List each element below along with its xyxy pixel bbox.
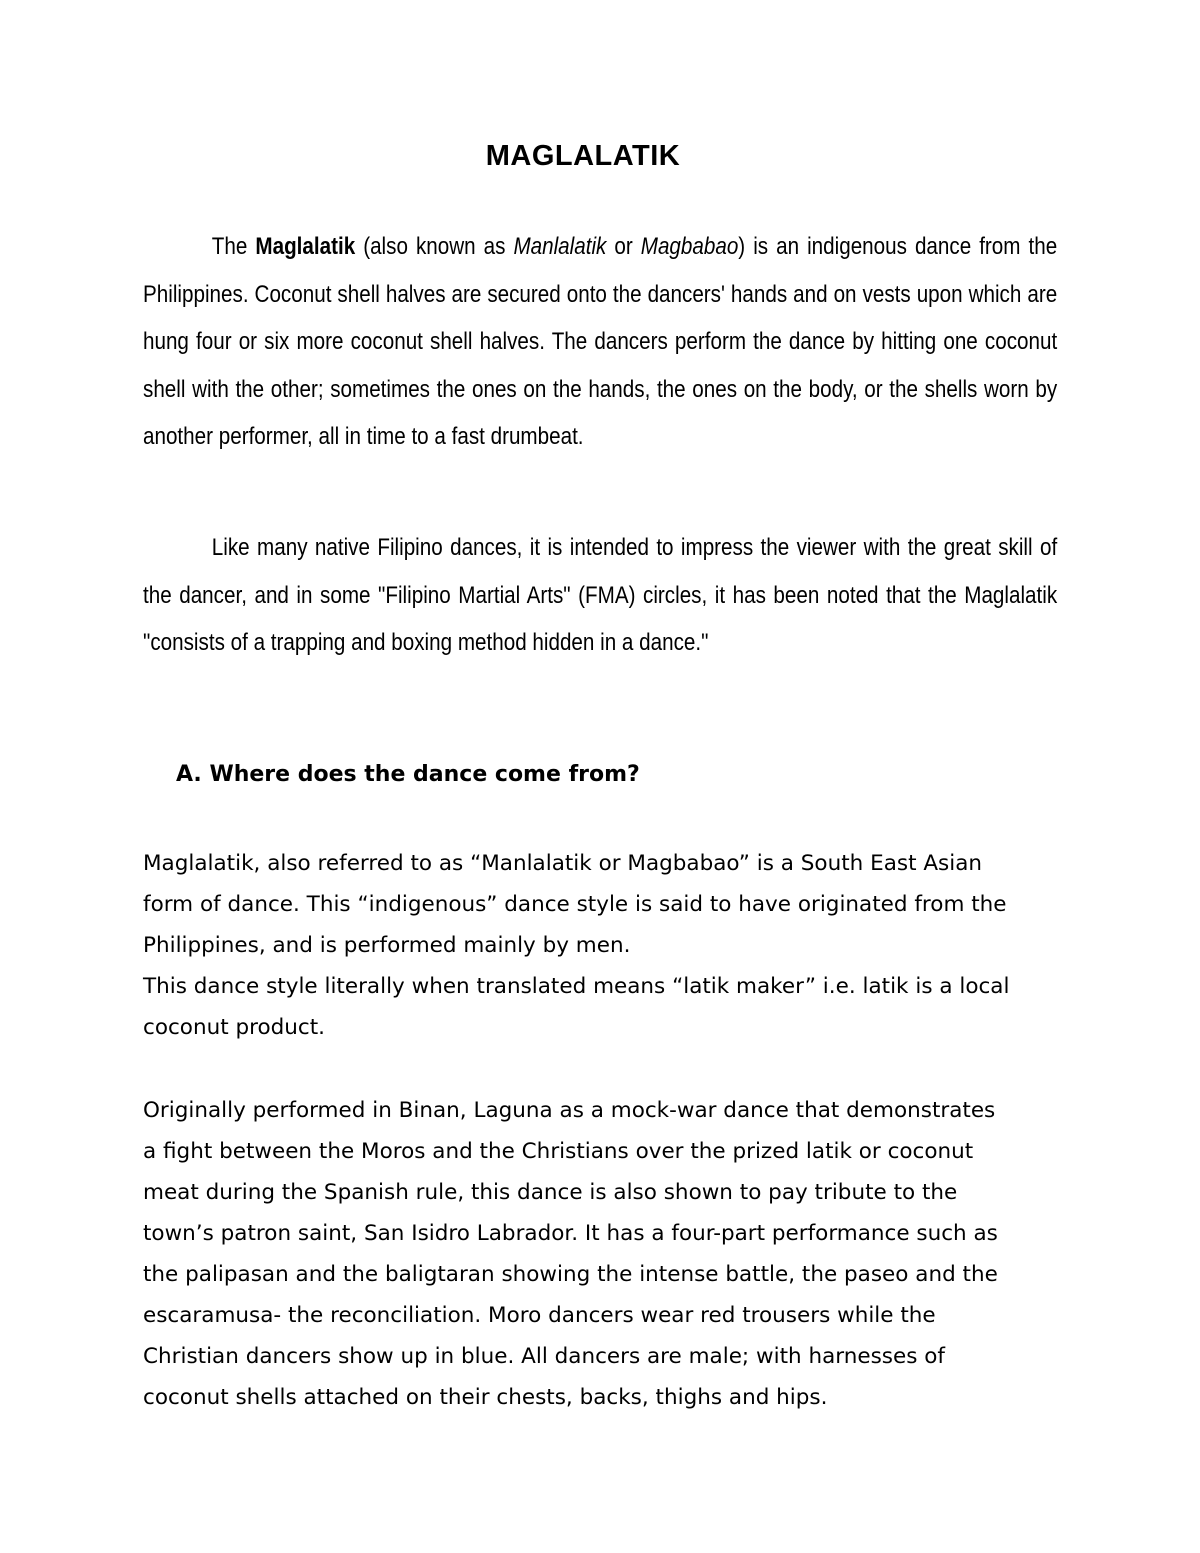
intro-paragraph-2-text: Like many native Filipino dances, it is intended to impress the viewer with the great skill of the dancer, and in some "Filipino Martial Arts" (FMA) circles, it has been noted that the Maglalatik "consists of a trapping and boxing method hidden in a dance." bbox=[143, 534, 1058, 656]
text-line: Christian dancers show up in blue. All dancers are male; with harnesses of bbox=[143, 1344, 945, 1369]
text-line: town’s patron saint, San Isidro Labrador. It has a four-part performance such as bbox=[143, 1221, 998, 1246]
text-line: form of dance. This “indigenous” dance style is said to have originated from the bbox=[143, 892, 1007, 917]
section-a-paragraph-1 bbox=[143, 843, 1103, 1048]
intro-lead-text: The bbox=[211, 233, 256, 260]
intro-text-part-b: or bbox=[606, 233, 641, 260]
text-line: Originally performed in Binan, Laguna as a mock-war dance that demonstrates bbox=[143, 1098, 996, 1123]
text-line: the palipasan and the baligtaran showing the intense battle, the paseo and the bbox=[143, 1262, 998, 1287]
text-line: meat during the Spanish rule, this dance is also shown to pay tribute to the bbox=[143, 1180, 958, 1205]
alt-name-italic-2: Magbabao bbox=[640, 233, 739, 260]
intro-text-part-a: (also known as bbox=[355, 233, 514, 260]
intro-text-part-c: ) is an indigenous dance from the Philippines. Coconut shell halves are secured onto the dancers' hands and on vests upon which are hung four or six more coconut shell halves. The dancers perform the dance by hitting one coconut shell with the other; sometimes the ones on the hands, the ones on the body, or the shells worn by another performer, all in time to a fast drumbeat. bbox=[143, 233, 1058, 450]
intro-paragraph-2 bbox=[143, 524, 1057, 667]
text-line: Philippines, and is performed mainly by men. bbox=[143, 933, 631, 958]
alt-name-italic-1: Manlalatik bbox=[513, 233, 607, 260]
text-line: a fight between the Moros and the Christians over the prized latik or coconut bbox=[143, 1139, 974, 1164]
text-line: coconut product. bbox=[143, 1015, 325, 1040]
section-a-heading: A. Where does the dance come from? bbox=[176, 762, 640, 787]
dance-name-bold: Maglalatik bbox=[255, 233, 356, 260]
text-line: Maglalatik, also referred to as “Manlalatik or Magbabao” is a South East Asian bbox=[143, 851, 983, 876]
intro-paragraph-1 bbox=[143, 223, 1057, 461]
document-title: MAGLALATIK bbox=[485, 140, 681, 172]
text-line: coconut shells attached on their chests, backs, thighs and hips. bbox=[143, 1385, 828, 1410]
text-line: This dance style literally when translated means “latik maker” i.e. latik is a local bbox=[143, 974, 1010, 999]
text-line: escaramusa- the reconciliation. Moro dancers wear red trousers while the bbox=[143, 1303, 936, 1328]
section-a-paragraph-2 bbox=[143, 1090, 1103, 1418]
